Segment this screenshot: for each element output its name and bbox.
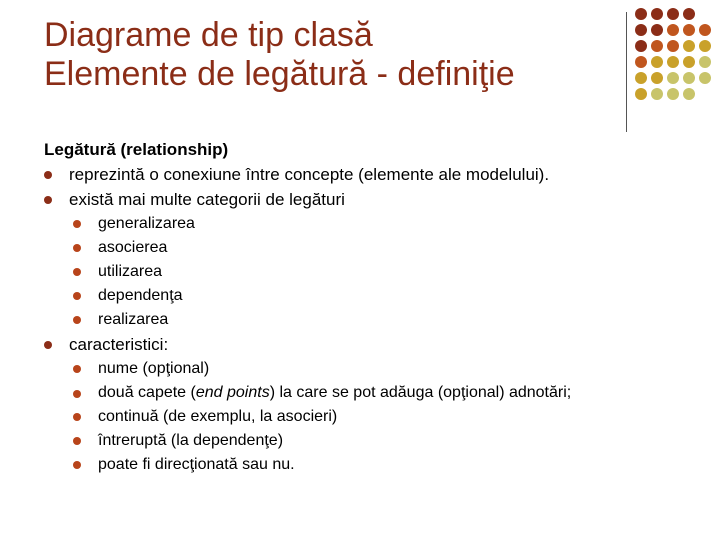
decorative-dot xyxy=(667,8,679,20)
decorative-dot xyxy=(651,40,663,52)
sub-bullet-generalization xyxy=(44,212,704,236)
bullet-icon xyxy=(73,244,81,252)
decorative-dot xyxy=(651,88,663,100)
sub-bullet-text: continuă (de exemplu, la asocieri) xyxy=(98,408,338,425)
vertical-divider xyxy=(626,12,627,132)
sub-bullet-text: nume (opţional) xyxy=(98,360,210,377)
bullet-icon xyxy=(73,461,81,469)
decorative-dot xyxy=(683,56,695,68)
decorative-dot xyxy=(683,72,695,84)
title-line-1: Diagrame de tip clasă xyxy=(44,16,373,54)
bullet-icon xyxy=(44,171,52,179)
sub-bullet-text-pre: două capete ( xyxy=(98,384,196,401)
decorative-dot xyxy=(683,40,695,52)
sub-bullet-text: poate fi direcţionată sau nu. xyxy=(98,456,295,473)
bullet-icon xyxy=(73,268,81,276)
decorative-dot xyxy=(683,8,695,20)
decorative-dot xyxy=(667,88,679,100)
bullet-icon xyxy=(73,220,81,228)
bullet-icon xyxy=(73,316,81,324)
decorative-dot xyxy=(667,72,679,84)
slide-title xyxy=(44,16,624,94)
decorative-dot xyxy=(667,40,679,52)
sub-bullet-text: utilizarea xyxy=(98,263,163,280)
bullet-icon xyxy=(73,437,81,445)
decorative-dot xyxy=(699,24,711,36)
sub-bullet-text: dependenţa xyxy=(98,287,183,304)
decorative-dot xyxy=(683,24,695,36)
title-line-2: Elemente de legătură - definiţie xyxy=(44,55,515,93)
bullet-text: există mai multe categorii de legături xyxy=(69,190,345,209)
decorative-dot xyxy=(635,56,647,68)
decorative-dot xyxy=(699,56,711,68)
decorative-dot xyxy=(651,72,663,84)
sub-bullet-text-post: ) la care se pot adăuga (opţional) adnotări; xyxy=(269,384,572,401)
bullet-icon xyxy=(44,196,52,204)
sub-bullet-realization xyxy=(44,308,704,332)
sub-bullet-directed xyxy=(44,453,704,477)
sub-bullet-name xyxy=(44,357,704,381)
sub-bullet-text: realizarea xyxy=(98,311,169,328)
sub-bullet-dashed xyxy=(44,429,704,453)
decorative-dot xyxy=(667,56,679,68)
decorative-dot xyxy=(635,24,647,36)
sub-bullet-dependency xyxy=(44,284,704,308)
slide-content xyxy=(44,138,704,477)
bullet-point-definition xyxy=(44,162,704,187)
decorative-dot xyxy=(635,40,647,52)
decorative-dot xyxy=(635,88,647,100)
sub-bullet-continuous xyxy=(44,405,704,429)
bullet-icon xyxy=(73,413,81,421)
sub-bullet-end-points xyxy=(44,384,658,402)
sub-bullet-text: asocierea xyxy=(98,239,168,256)
decorative-dot xyxy=(683,88,695,100)
decorative-dot xyxy=(667,24,679,36)
bullet-icon xyxy=(44,341,52,349)
content-heading: Legătură (relationship) xyxy=(44,140,229,159)
bullet-icon xyxy=(73,365,81,373)
sub-bullet-association xyxy=(44,236,704,260)
bullet-point-characteristics xyxy=(44,332,704,357)
bullet-icon xyxy=(73,390,81,398)
sub-bullet-text: generalizarea xyxy=(98,215,195,232)
decorative-dot xyxy=(651,24,663,36)
bullet-point-categories xyxy=(44,187,704,212)
decorative-dot xyxy=(635,72,647,84)
decorative-dot xyxy=(651,8,663,20)
decorative-dot xyxy=(635,8,647,20)
sub-bullet-text-italic: end points xyxy=(195,384,270,401)
decorative-dot xyxy=(699,72,711,84)
decorative-dot xyxy=(651,56,663,68)
decorative-dot xyxy=(699,40,711,52)
sub-bullet-text: întreruptă (la dependenţe) xyxy=(98,432,284,449)
bullet-text: reprezintă o conexiune între concepte (elemente ale modelului). xyxy=(69,165,550,184)
sub-bullet-usage xyxy=(44,260,704,284)
bullet-icon xyxy=(73,292,81,300)
bullet-text: caracteristici: xyxy=(69,335,169,354)
